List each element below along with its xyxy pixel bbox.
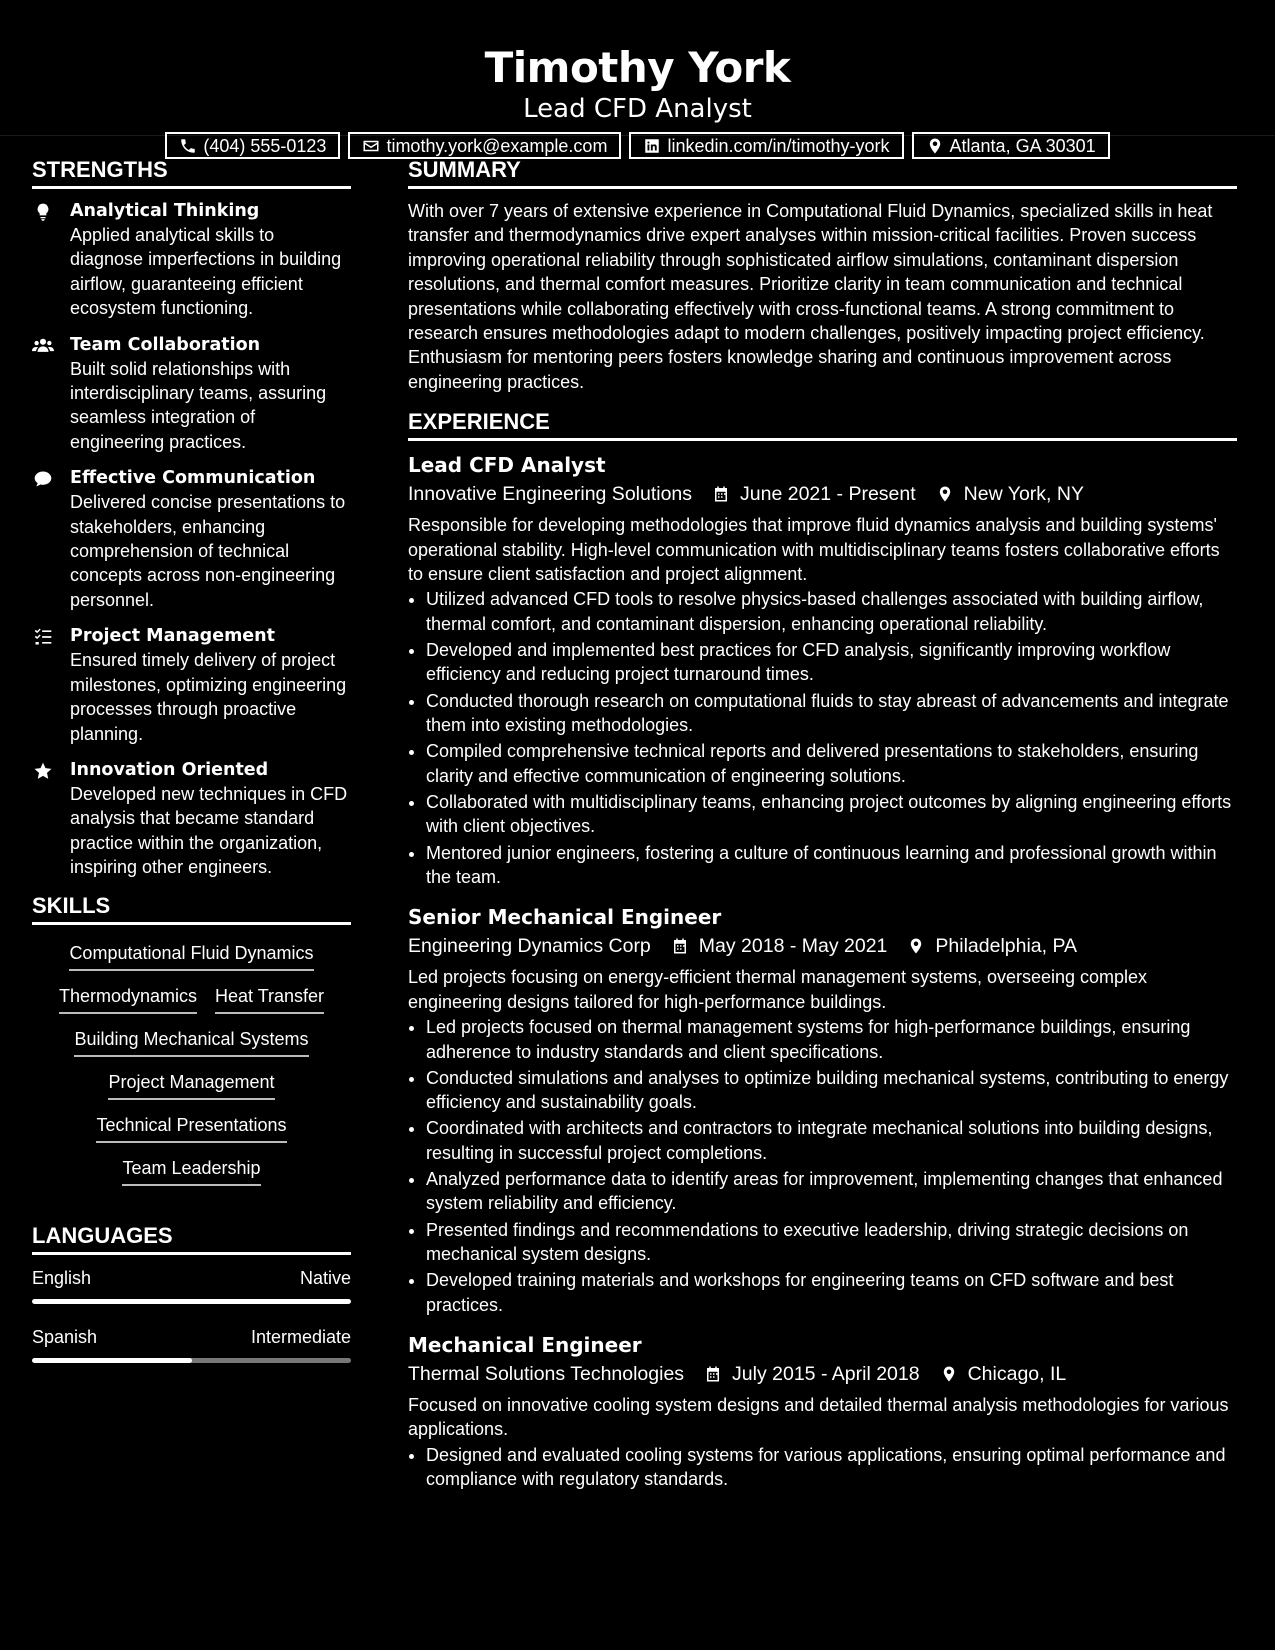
lightbulb-icon — [32, 202, 54, 222]
job-meta — [408, 479, 1237, 509]
language-proficiency-bar — [32, 1358, 351, 1363]
strength-item — [32, 199, 351, 321]
calendar-icon — [671, 936, 689, 956]
job-location: New York, NY — [963, 483, 1084, 506]
star-icon — [32, 761, 54, 781]
strength-title: Effective Communication — [70, 468, 316, 489]
language-level: Intermediate — [250, 1326, 351, 1347]
users-icon — [32, 336, 54, 356]
calendar-icon — [712, 484, 730, 504]
strength-desc: Delivered concise presentations to stakeholders, enhancing comprehension of technical concepts across non-engineering personnel. — [70, 492, 346, 610]
strength-title: Team Collaboration — [70, 334, 261, 355]
experience-heading: EXPERIENCE — [408, 408, 1237, 441]
candidate-name: Timothy York — [484, 43, 791, 92]
skills-list — [32, 935, 351, 1186]
skill-tag: Thermodynamics — [59, 984, 197, 1014]
strength-item — [32, 624, 351, 746]
contact-linkedin-text: linkedin.com/in/timothy-york — [667, 135, 890, 156]
job-company: Engineering Dynamics Corp — [408, 935, 651, 958]
job-bullet: • Coordinated with architects and contractors to integrate mechanical solutions into building designs, resulting in successful project completions. — [426, 1116, 1237, 1165]
job-bullet: • Led projects focused on thermal management systems for high-performance buildings, ensuring adherence to industry standards and client specifications. — [426, 1015, 1237, 1064]
strength-title: Innovation Oriented — [70, 759, 269, 780]
language-name: English — [32, 1267, 92, 1288]
job-bullet: • Analyzed performance data to identify areas for improvement, implementing changes that enhanced system reliability and efficiency. — [426, 1167, 1237, 1216]
skill-tag: Computational Fluid Dynamics — [69, 941, 313, 971]
job-bullet: • Developed training materials and workshops for engineering teams on CFD software and best practices. — [426, 1268, 1237, 1317]
resume-body — [0, 136, 1275, 1506]
resume-header — [0, 0, 1275, 156]
job-description: Responsible for developing methodologies that improve fluid dynamics analysis and building systems' operational stability. High-level communication with multidisciplinary teams fosters collaborative efforts to ensure client satisfaction and project alignment. — [408, 515, 1220, 585]
skill-tag: Technical Presentations — [96, 1113, 286, 1143]
contact-location-text: Atlanta, GA 30301 — [949, 135, 1096, 156]
skill-tag: Project Management — [108, 1070, 274, 1100]
language-name: Spanish — [32, 1326, 98, 1347]
strengths-heading: STRENGTHS — [32, 156, 351, 189]
left-column — [32, 136, 351, 1506]
envelope-icon — [362, 137, 380, 155]
strength-desc: Applied analytical skills to diagnose imperfections in building airflow, guaranteeing efficient ecosystem functioning. — [70, 225, 342, 319]
job-bullet: • Presented findings and recommendations to executive leadership, driving strategic decisions on mechanical system designs. — [426, 1218, 1237, 1267]
job-title: Lead CFD Analyst — [408, 453, 606, 478]
strength-title: Project Management — [70, 626, 275, 647]
strength-desc: Built solid relationships with interdisciplinary teams, assuring seamless integration of engineering practices. — [70, 358, 327, 452]
job-location: Chicago, IL — [967, 1363, 1067, 1385]
language-level: Native — [299, 1267, 351, 1288]
job-description: Led projects focusing on energy-efficient thermal management systems, overseeing complex engineering designs tailored for high-performance buildings. — [408, 967, 1148, 1012]
job-bullet: • Mentored junior engineers, fostering a culture of continuous learning and professional growth within the team. — [426, 841, 1237, 890]
job-bullet: • Developed and implemented best practices for CFD analysis, significantly improving workflow efficiency and reducing project turnaround times. — [426, 638, 1237, 687]
job-company: Thermal Solutions Technologies — [408, 1363, 685, 1385]
job-meta — [408, 1359, 1237, 1389]
map-pin-icon — [936, 484, 954, 504]
language-item — [32, 1265, 351, 1304]
strengths-list — [32, 199, 351, 880]
language-proficiency-fill — [32, 1358, 192, 1363]
job-dates: July 2015 - April 2018 — [732, 1363, 920, 1385]
job-entry — [408, 451, 1237, 889]
right-column — [408, 136, 1237, 1506]
summary-text: With over 7 years of extensive experience in Computational Fluid Dynamics, specialized skills in heat transfer and thermodynamics drive expert analyses within mission-critical facilities. Proven success improving operational reliability through sophisticated airflow simulations, contaminant dispersion resolutions, and thermal comfort measures. Prioritize clarity in team communication and technical presentations while collaborating effectively with cross-functional teams. A strong commitment to research ensures methodologies adapt to modern challenges, positively impacting project efficiency. Enthusiasm for mentoring peers fosters knowledge sharing and continuous improvement across engineering practices. — [408, 201, 1213, 392]
language-proficiency-fill — [32, 1299, 351, 1304]
job-dates: June 2021 - Present — [740, 483, 916, 506]
calendar-icon — [704, 1364, 722, 1384]
job-description: Focused on innovative cooling system designs and detailed thermal analysis methodologies for various applications. — [408, 1395, 1229, 1440]
job-title: Mechanical Engineer — [408, 1333, 642, 1357]
job-bullet: • Collaborated with multidisciplinary teams, enhancing project outcomes by aligning engineering efforts with client objectives. — [426, 790, 1237, 839]
job-bullet: • Utilized advanced CFD tools to resolve physics-based challenges associated with building airflow, thermal comfort, and contaminant dispersion, enhancing operational reliability. — [426, 587, 1237, 636]
languages-heading: LANGUAGES — [32, 1222, 351, 1255]
skill-tag: Team Leadership — [122, 1156, 260, 1186]
job-bullet: • Compiled comprehensive technical reports and delivered presentations to stakeholders, ensuring clarity and effective communication of engineering solutions. — [426, 739, 1237, 788]
job-bullet: • Conducted thorough research on computational fluids to stay abreast of advancements and integrate them into existing methodologies. — [426, 689, 1237, 738]
skill-tag: Heat Transfer — [215, 984, 324, 1014]
strength-desc: Ensured timely delivery of project milestones, optimizing engineering processes through proactive planning. — [70, 650, 347, 744]
strength-item — [32, 466, 351, 612]
job-title: Senior Mechanical Engineer — [408, 905, 722, 930]
summary-heading: SUMMARY — [408, 156, 1237, 189]
job-bullets — [408, 587, 1237, 889]
task-list-icon — [32, 627, 54, 647]
strength-item — [32, 333, 351, 455]
job-entry — [408, 1331, 1237, 1492]
skill-tag: Building Mechanical Systems — [74, 1027, 308, 1057]
job-meta — [408, 931, 1237, 961]
speech-bubble-icon — [32, 469, 54, 489]
strength-title: Analytical Thinking — [70, 201, 260, 221]
language-item — [32, 1324, 351, 1363]
experience-list — [408, 451, 1237, 1491]
contact-phone-text: (404) 555-0123 — [203, 135, 327, 156]
strength-desc: Developed new techniques in CFD analysis that became standard practice within the organization, inspiring other engineers. — [70, 783, 348, 878]
strength-item — [32, 758, 351, 880]
map-pin-icon — [907, 936, 925, 956]
candidate-title: Lead CFD Analyst — [523, 94, 752, 124]
skills-heading: SKILLS — [32, 892, 351, 925]
language-proficiency-bar — [32, 1299, 351, 1304]
job-bullet: • Designed and evaluated cooling systems for various applications, ensuring optimal performance and compliance with regulatory standards. — [426, 1443, 1237, 1492]
contact-email-text: timothy.york@example.com — [386, 135, 608, 156]
job-location: Philadelphia, PA — [935, 935, 1078, 958]
map-pin-icon — [940, 1364, 958, 1384]
job-entry — [408, 903, 1237, 1317]
job-bullet: • Conducted simulations and analyses to optimize building mechanical systems, contributing to energy efficiency and sustainability goals. — [426, 1066, 1237, 1115]
job-company: Innovative Engineering Solutions — [408, 483, 693, 506]
job-bullets — [408, 1015, 1237, 1317]
job-dates: May 2018 - May 2021 — [698, 935, 888, 958]
job-bullets — [408, 1443, 1237, 1492]
